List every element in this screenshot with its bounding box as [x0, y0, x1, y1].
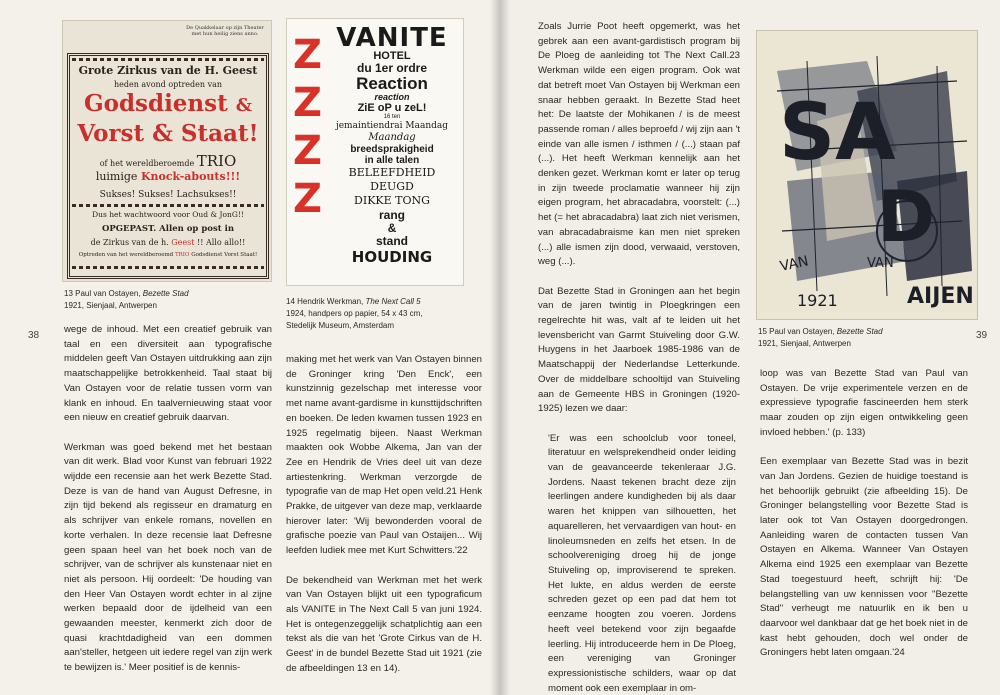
- poster-frame: [67, 53, 269, 279]
- figure-14-caption: [286, 296, 476, 332]
- z-letter: Z: [293, 176, 323, 222]
- poster-stripe: [72, 58, 264, 61]
- caption-number: 13: [64, 289, 73, 298]
- paragraph: Zoals Jurrie Poot heeft opgemerkt, was het gebrek aan een avant-gardistisch program bij De Ploeg de aanleiding tot The Next Call.23 Werkman wilde een eigen program. Ook wat dat betreft moet Van Ostayen bij Werkman een snaar hebben geraakt. In Bezette Stad heet het: De laatste der Mohikanen / is de meest passende roman / alles beproefd / wij zijn aan 't einde van alle ismen / isthmen / (...) staan paf (...). Het heeft Werkman kennelijk aan het denken gezet. Werkman komt er later op terug in zijn tweede proclamatie wanneer hij zijn eigen program, het abracadabra, voorstelt: (...) het (= het abracadabra) laat zich niet verismen, van abracadabraisme kan men niet spreken (...) alle ismen zijn dood, verwaaid, verstoven, weg (...).: [538, 21, 740, 268]
- bezette-stad-cover-drawing: [757, 31, 978, 320]
- poster-line: ZiE oP u zeL!: [357, 102, 427, 114]
- poster-line: reaction: [374, 92, 410, 102]
- poster-line: Grote Zirkus van de H. Geest: [78, 64, 258, 77]
- poster-line: BELEEFDHEID: [348, 166, 436, 179]
- poster-line: Vorst & Staat!: [77, 120, 259, 147]
- poster-line: breedsprakigheid: [350, 144, 434, 155]
- quote-paragraph: 'Er was een schoolclub voor toneel, literatuur en welsprekendheid onder leiding van de geavanceerde tekenleraar J.G. Jordens. Naast tekenen bracht deze zijn leerlingen andere kundigheden bij als daar waren het knippen van silhouetten, het aquarelleren, het vervaardigen van hout- en linoleumsneden en zelfs het etsen. In de schoolvereniging droeg hij de jonge Stuiveling op, improviserend te spreken. Het lukte, en aldus werden de eerste schreden gezet op een pad dat hem tot eenzame hoogten zou voeren. Jordens heeft veel betekend voor zijn begaafde leerling. Hij introduceerde hem in De Ploeg, een vereniging van Groninger expressionistische schilders, waar op dat moment ook een exemplaar in om-: [548, 432, 736, 694]
- poster-line: Dus het wachtwoord voor Oud & JonG!!: [92, 210, 244, 219]
- artwork-letters-sa: SA: [779, 88, 896, 178]
- artwork-word-aijen: AIJEN: [907, 284, 974, 309]
- poster-line: Geest: [171, 238, 195, 247]
- paragraph: making met het werk van Van Ostayen binnen de Groninger kring 'Den Enck', een kunstzinnig gezelschap met interesse voor met name avant-gardisme in kunsttijdschriften en boeken. De leden kwamen tussen 1923 en 1925 regelmatig bijeen. Naast Werkman maakten ook Wobbe Alkema, Jan van der Zee en Hendrik de Vries deel uit van deze artiestenkring. Werkman verzorgde de typografie van de map Het open veld.21 Henk Prakke, de uitgever van deze map, verklaarde hierover later: 'Wij bewonderden vooral de grafische poezie van Paul van Ostaijen... Wij leefden ludiek mee met Kurt Schwitters.'22: [286, 354, 482, 557]
- poster-line: TRIO: [196, 152, 237, 170]
- page-number: 39: [976, 330, 988, 341]
- poster-line: of het wereldberoemde: [99, 159, 195, 168]
- poster-line: jemaintiendrai Maandag: [335, 121, 449, 131]
- caption-author: Paul van Ostayen,: [769, 327, 835, 336]
- z-letter: Z: [293, 80, 323, 126]
- caption-author: Hendrik Werkman,: [297, 297, 364, 306]
- poster-line: Optreden van het wereldberoemd: [78, 252, 174, 258]
- poster-note: De Quakkelaar op zijn Theater met hun heilig ziens anno.: [186, 25, 264, 37]
- poster-line: HOUDING: [351, 248, 433, 266]
- poster-line: Maandag: [368, 132, 416, 143]
- artwork-word-van: VAN: [867, 256, 894, 271]
- artwork-year: 1921: [797, 291, 838, 310]
- text-column-1: [64, 323, 272, 691]
- paragraph: Dat Bezette Stad in Groningen aan het begin van de jaren twintig in Ploegkringen een regelrechte hit was, valt af te leiden uit het levensbericht van Garmt Stuiveling door G.W. Huygens in het Jaarboek 1985-1986 van de Maatschappij der Nederlandse Letterkunde. Over de middelbare schooltijd van Stuiveling aan de Gemeente HBS in Groningen (1920-1925) lezen we daar:: [538, 285, 740, 415]
- caption-title: Bezette Stad: [142, 289, 189, 298]
- caption-detail: 1924, handpers op papier, 54 x 43 cm,: [286, 309, 423, 318]
- paragraph: wege de inhoud. Met een creatief gebruik van taal en een diversiteit aan typografische middelen geeft Van Ostayen uitdrukking aan zijn maatschappelijke betrokkenheid. Taal staat bij Van Ostayen voor de relatie tussen vorm van klank en inhoud. En taalvernieuwing staat voor een nieuw en creatief gebruik daarvan.: [64, 324, 272, 424]
- z-letter: Z: [293, 128, 323, 174]
- poster-line: Sukses! Sukses! Lachsukses!!: [99, 190, 237, 200]
- poster-line: DIKKE TONG: [354, 194, 430, 207]
- poster-line: !! Allo allo!!: [197, 238, 246, 247]
- caption-number: 14: [286, 297, 295, 306]
- paragraph: Werkman was goed bekend met het bestaan van dit werk. Blad voor Kunst van februari 1922 wijdde een recensie aan het werk Bezette Stad. Deze is van de hand van August Defresne, in zijn tijd bekend als regisseur en dramaturg en als schrijver van enkele romans, novellen en korte verhalen. In deze recensie laat Defresne geen spaan heel van het boek noch van de schrijver, van de schrijver als kunstenaar niet en niet als persoon. Hij oordeelt: 'De houding van den Heer Van Ostayen wordt echter in al zijne werken bepaald door de ijdelheid van een gewaanden meester, kenmerkt zich door de quasi krachtdadigheid van een dommen aan'steller, hetgeen uit iedere regel van zijn werk te bewijzen is.' Meer positief is de kennis-: [64, 441, 272, 674]
- figure-13-poster: [62, 20, 272, 282]
- poster-stripe: [72, 204, 264, 207]
- paragraph: De bekendheid van Werkman met het werk van Van Ostayen blijkt uit een typograficum als VANITE in The Next Call 5 van juni 1924. Het is ontegenzeggelijk schatplichtig aan een tekst als die van het 'Grote Cirkus van de H. Geest' in de bundel Bezette Stad uit 1921 (zie de afbeeldingen 13 en 14).: [286, 574, 482, 674]
- figure-14-poster: [286, 18, 464, 286]
- poster-line: &: [235, 95, 253, 116]
- caption-detail: 1921, Sienjaal, Antwerpen: [64, 301, 157, 310]
- text-column-3: [538, 20, 740, 695]
- poster-line: luimige: [95, 170, 138, 183]
- poster-line: Knock-abouts!!!: [140, 170, 241, 183]
- caption-title: Bezette Stad: [836, 327, 883, 336]
- figure-15-caption: [758, 326, 968, 350]
- poster-line: DEUGD: [370, 180, 414, 193]
- artwork-word-van: VAN: [778, 253, 810, 275]
- poster-line: in alle talen: [364, 155, 420, 166]
- poster-line: Godsdienst Vorst Staat!: [191, 252, 258, 258]
- poster-line: de Zirkus van de h.: [90, 238, 169, 247]
- paragraph: loop was van Bezette Stad van Paul van Ostayen. De vrije experimentele verzen en de expressieve typografie fascineerden hem sterk maar zouden op zijn eigen ontwikkeling geen invloed hebben.' (p. 133): [760, 368, 968, 438]
- poster-line: 16 ten: [383, 114, 401, 120]
- poster-line: OPGEPAST. Allen op post in: [101, 224, 235, 234]
- poster-line: stand: [375, 234, 408, 248]
- figure-13-caption: [64, 288, 274, 312]
- text-column-2: [286, 353, 482, 691]
- poster-line: HOTEL: [373, 50, 411, 62]
- poster-text: [323, 25, 461, 266]
- caption-author: Paul van Ostayen,: [75, 289, 141, 298]
- z-column: [293, 31, 321, 281]
- poster-line: Reaction: [356, 74, 428, 93]
- paragraph: Een exemplaar van Bezette Stad was in bezit van Jan Jordens. Gezien de huidige toestand is het behoorlijk gebruikt (zie afbeelding 15). De Groninger belangstelling voor Bezette Stad is later ook tot Van Ostayen doorgedrongen. Aanleiding waren de contacten tussen Van Ostayen en Alkema. Wanneer Van Ostayen Alkema eind 1925 een exemplaar van Bezette Stad toegestuurd heeft, schrijft hij: 'De belangstelling van uw kennissen voor "Bezette Stad" verheugt me natuurlik en ik ben u daarvoor wel dankbaar dat ge het boek niet in de kast hebt gehouden, doch wel onder de Groningers hebt laten omgaan.'24: [760, 456, 969, 659]
- poster-line: rang: [378, 208, 405, 222]
- page-number: 38: [28, 330, 40, 341]
- figure-15-artwork: [756, 30, 978, 320]
- poster-line: Godsdienst: [83, 90, 228, 117]
- poster-stripe: [72, 266, 264, 269]
- caption-detail: 1921, Sienjaal, Antwerpen: [758, 339, 851, 348]
- poster-line: heden avond optreden van: [113, 80, 223, 89]
- text-column-4: [760, 367, 968, 676]
- book-gutter: [490, 0, 510, 695]
- caption-title: The Next Call 5: [365, 297, 421, 306]
- poster-line: &: [387, 221, 397, 235]
- caption-detail: Stedelijk Museum, Amsterdam: [286, 321, 395, 330]
- caption-number: 15: [758, 327, 767, 336]
- poster-line: VANITE: [336, 23, 448, 53]
- poster-line: TRIO: [174, 252, 190, 258]
- poster-line: du 1er ordre: [356, 61, 428, 75]
- artwork-letter-d: D: [877, 176, 936, 258]
- z-letter: Z: [293, 32, 323, 78]
